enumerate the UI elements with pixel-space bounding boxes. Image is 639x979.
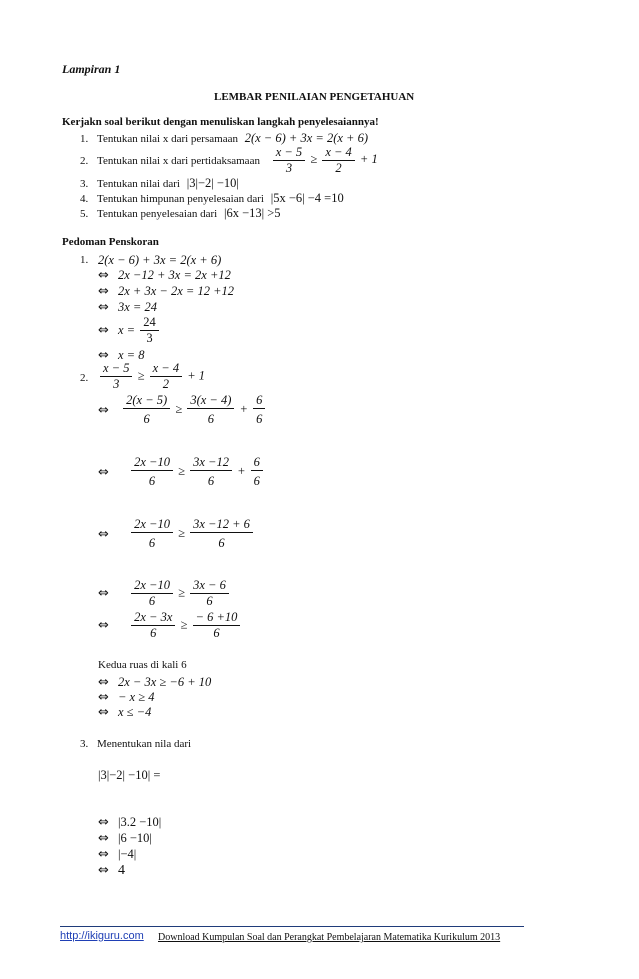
fraction: $\frac{x - 5}{3}$: [273, 146, 305, 175]
fraction: $\frac{x - 5}{3}$: [100, 362, 132, 391]
step-expression: 2x + 3x − 2x = 12 +12: [118, 284, 235, 298]
question-4: [80, 191, 344, 206]
solution-2-note: Kedua ruas di kali 6: [98, 659, 187, 671]
iff-symbol: ⇔: [98, 847, 109, 862]
question-expression: |6x −13| >5: [223, 206, 281, 220]
instructions-text: Kerjakn soal berikut dengan menuliskan langkah penyelesaiannya!: [62, 116, 379, 128]
iff-symbol: ⇔: [98, 586, 109, 601]
appendix-label: Lampiran 1: [62, 62, 121, 76]
iff-symbol: ⇔: [98, 402, 109, 418]
operator: ≥: [178, 463, 185, 478]
fraction: $\frac{2x -10}{6}$: [131, 579, 173, 608]
solution-1-step: [98, 316, 161, 345]
question-number: 3.: [80, 178, 89, 190]
solution-3-step: [98, 847, 136, 862]
iff-symbol: ⇔: [98, 300, 109, 315]
solution-2-step: [98, 579, 231, 608]
solution-1-step: [98, 268, 231, 283]
footer-divider: [60, 926, 524, 927]
iff-symbol: ⇔: [98, 705, 109, 720]
iff-symbol: ⇔: [98, 815, 109, 830]
step-expression: x = 8: [118, 348, 145, 362]
solution-2-step: [98, 705, 151, 720]
iff-symbol: ⇔: [98, 284, 109, 299]
solution-2-step: [98, 518, 255, 550]
step-expression: x =: [118, 323, 136, 337]
solution-1-number: 1.: [80, 254, 89, 266]
operator: +: [239, 401, 248, 416]
iff-symbol: ⇔: [98, 675, 109, 690]
fraction: $\frac{2x - 3x}{6}$: [131, 611, 175, 640]
solution-3-expression: |3|−2| −10| =: [98, 768, 161, 782]
fraction: $\frac{6}{6}$: [253, 394, 265, 426]
step-expression: x ≤ −4: [118, 705, 152, 719]
step-expression: 4: [118, 863, 125, 878]
solution-3-step: [98, 815, 161, 830]
iff-symbol: ⇔: [98, 323, 109, 338]
fraction: $\frac{2x -10}{6}$: [131, 518, 173, 550]
operator: +: [237, 463, 246, 478]
step-expression: |−4|: [118, 847, 137, 861]
iff-symbol: ⇔: [98, 618, 109, 633]
footer-link[interactable]: http://ikiguru.com: [60, 930, 144, 942]
iff-symbol: ⇔: [98, 831, 109, 846]
solution-number: 3.: [80, 738, 89, 750]
fraction: $\frac{3x -12}{6}$: [190, 456, 232, 488]
question-text: Tentukan himpunan penyelesaian dari: [97, 193, 264, 205]
solution-2-number: 2.: [80, 372, 89, 384]
operator: ≥: [137, 368, 145, 383]
fraction: $\frac{2x -10}{6}$: [131, 456, 173, 488]
question-text: Tentukan nilai dari: [97, 178, 180, 190]
iff-symbol: ⇔: [98, 464, 109, 480]
iff-symbol: ⇔: [98, 526, 109, 542]
operator: ≥: [180, 617, 188, 632]
solution-3-heading: [80, 738, 191, 750]
fraction: $\frac{- 6 +10}{6}$: [193, 611, 241, 640]
iff-symbol: ⇔: [98, 268, 109, 283]
fraction: $\frac{3(x - 4)}{6}$: [187, 394, 234, 426]
iff-symbol: ⇔: [98, 863, 109, 878]
question-expression: 2(x − 6) + 3x = 2(x + 6): [244, 131, 369, 145]
solution-1-step: [98, 284, 234, 299]
fraction: $\frac{3x -12 + 6}{6}$: [190, 518, 253, 550]
page-title: LEMBAR PENILAIAN PENGETAHUAN: [214, 91, 415, 103]
fraction: $\frac{3x - 6}{6}$: [190, 579, 229, 608]
solution-1-line: 2(x − 6) + 3x = 2(x + 6): [98, 253, 222, 267]
question-text: Tentukan nilai x dari pertidaksamaan: [97, 154, 260, 167]
fraction: $\frac{x - 4}{2}$: [322, 146, 354, 175]
iff-symbol: ⇔: [98, 348, 109, 363]
fraction: $\frac{24}{3}$: [140, 316, 159, 345]
step-expression: − x ≥ 4: [118, 690, 155, 704]
question-text: Tentukan penyelesaian dari: [97, 208, 218, 220]
solution-3-step: [98, 863, 125, 879]
operator: ≥: [310, 152, 318, 167]
fraction: $\frac{2(x - 5)}{6}$: [123, 394, 170, 426]
iff-symbol: ⇔: [98, 690, 109, 705]
fraction: $\frac{x - 4}{2}$: [150, 362, 182, 391]
solution-2-line: [98, 362, 205, 391]
question-number: 4.: [80, 193, 89, 205]
solution-2-step: [98, 611, 242, 640]
question-2: [80, 146, 378, 175]
step-expression: |6 −10|: [118, 831, 152, 845]
operator: ≥: [175, 401, 183, 416]
question-expression: |3|−2| −10|: [186, 176, 239, 190]
solution-2-step: [98, 456, 265, 488]
question-5: [80, 206, 281, 221]
question-number: 1.: [80, 133, 89, 145]
question-number: 2.: [80, 154, 89, 167]
question-expression: |5x −6| −4 =10: [270, 191, 344, 205]
operator: + 1: [359, 152, 378, 167]
operator: + 1: [187, 368, 206, 383]
solution-text: Menentukan nila dari: [97, 738, 192, 750]
solution-2-step: [98, 690, 154, 705]
step-expression: 3x = 24: [118, 300, 157, 314]
solution-3-step: [98, 831, 152, 846]
step-expression: |3.2 −10|: [118, 815, 162, 829]
question-number: 5.: [80, 208, 89, 220]
scoring-title: Pedoman Penskoran: [62, 236, 159, 248]
solution-2-step: [98, 675, 211, 690]
footer-text: Download Kumpulan Soal dan Perangkat Pembelajaran Matematika Kurikulum 2013: [158, 932, 501, 943]
operator: ≥: [178, 525, 185, 540]
step-expression: 2x −12 + 3x = 2x +12: [118, 268, 231, 282]
solution-2-step: [98, 394, 267, 426]
operator: ≥: [178, 585, 185, 600]
step-expression: 2x − 3x ≥ −6 + 10: [118, 675, 212, 689]
question-1: [80, 131, 368, 146]
fraction: $\frac{6}{6}$: [251, 456, 263, 488]
question-text: Tentukan nilai x dari persamaan: [97, 133, 238, 145]
question-3: [80, 176, 239, 191]
solution-1-step: [98, 300, 157, 315]
